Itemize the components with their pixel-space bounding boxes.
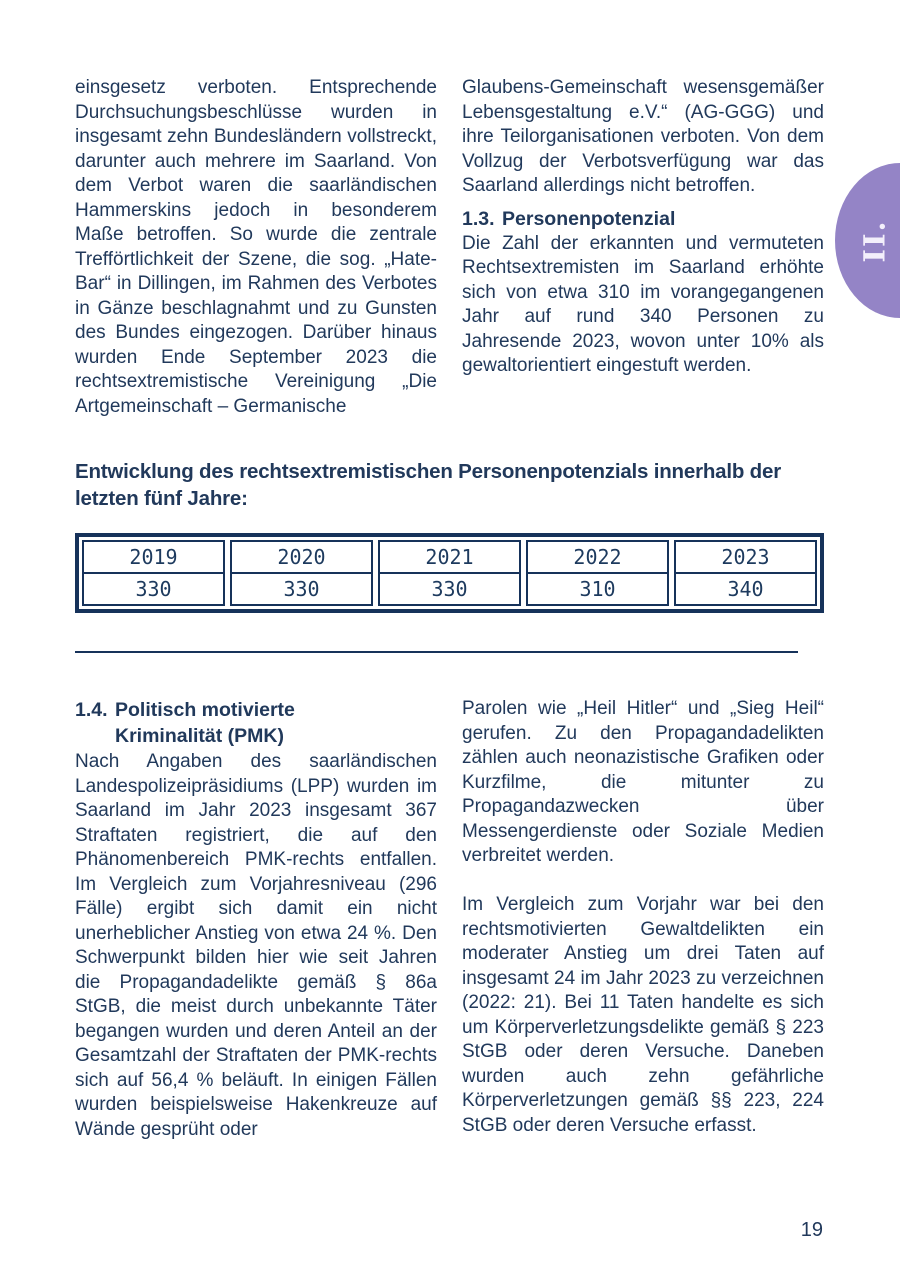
heading-number: 1.4. <box>75 699 108 721</box>
chapter-tab <box>835 163 900 318</box>
heading-title: Personenpotenzial <box>502 207 676 230</box>
pmk-right-column <box>462 697 824 1142</box>
year-header-cell: 2020 <box>232 542 371 574</box>
paragraph-personenpotenzial: Die Zahl der erkannten und vermuteten Rechtsextremisten im Saarland erhöhte sich von etwa 310 im vorangegangenen Jahr auf rund 340 Personen zu Jahresende 2023, wovon unter 10% als gewaltorientiert eingestuft werden. <box>462 232 824 376</box>
value-cell: 330 <box>283 577 320 601</box>
pmk-section <box>75 697 824 1142</box>
table-column-2019 <box>82 540 225 606</box>
table-column-2022 <box>526 540 669 606</box>
heading-title-line2: Kriminalität (PMK) <box>115 725 285 747</box>
heading-number: 1.3. <box>462 207 495 230</box>
pmk-left-column <box>75 697 437 1142</box>
paragraph-vereinsverbot: einsgesetz verboten. Entsprechende Durchsuchungsbeschlüsse wurden in insgesamt zehn Bundesländern vollstreckt, darunter auch mehrere im Saarland. Von dem Verbot waren die saarländischen Hammerskins jedoch in besonderem Maße betroffen. So wurde die zentrale Trefförtlichkeit der Szene, die sog. „Hate-Bar“ in Dillingen, im Rahmen des Verbotes in Gänze beschlagnahmt und zu Gunsten des Bundes eingezogen. Darüber hinaus wurden Ende September 2023 die rechtsextremistische Vereinigung „Die Artgemeinschaft – Germanische <box>75 77 437 417</box>
page-number: 19 <box>800 1219 823 1241</box>
heading-title <box>115 697 437 749</box>
paragraph-gewaltdelikte: Im Vergleich zum Vorjahr war bei den rechtsmotivierten Gewaltdelikten ein moderater Anstieg um drei Taten auf insgesamt 24 im Jahr 2023 zu verzeichnen (2022: 21). Bei 11 Taten handelte es sich um Körperverletzungsdelikte gemäß § 223 StGB oder deren Versuche. Daneben wurden auch zehn gefährliche Körperverletzungen gemäß §§ 223, 224 StGB oder deren Versuche erfasst. <box>462 894 824 1136</box>
value-cell: 310 <box>579 577 616 601</box>
heading-personenpotenzial <box>462 206 824 232</box>
page-content <box>75 76 824 1142</box>
year-header-cell: 2019 <box>84 542 223 574</box>
table-column-2020 <box>230 540 373 606</box>
year-header-cell: 2021 <box>380 542 519 574</box>
top-section <box>75 76 824 419</box>
personenpotenzial-table <box>75 533 824 613</box>
section-divider <box>75 651 798 653</box>
paragraph-pmk-straftaten: Nach Angaben des saarländischen Landespolizeipräsidiums (LPP) wurden im Saarland im Jahr 2023 insgesamt 367 Straftaten registriert, die auf den Phänomenbereich PMK-rechts entfallen. Im Vergleich zum Vorjahresniveau (296 Fälle) ergibt sich damit ein nicht unerheblicher Anstieg von etwa 24 %. Den Schwerpunkt bilden hier wie seit Jahren die Propagandadelikte gemäß § 86a StGB, die meist durch unbekannte Täter begangen wurden und deren Anteil an der Gesamtzahl der Straftaten der PMK-rechts sich auf 56,4 % beläuft. In einigen Fällen wurden beispielsweise Hakenkreuze auf Wände gesprüht oder <box>75 751 437 1140</box>
year-header-cell: 2022 <box>528 542 667 574</box>
year-header-cell: 2023 <box>676 542 815 574</box>
top-right-column <box>462 76 824 419</box>
heading-title-line1: Politisch motivierte <box>115 699 295 721</box>
value-cell: 330 <box>431 577 468 601</box>
value-cell: 340 <box>727 577 764 601</box>
paragraph-agggg-verbot: Glaubens-Gemeinschaft wesensgemäßer Lebensgestaltung e.V.“ (AG-GGG) und ihre Teilorganisationen verboten. Von dem Vollzug der Verbotsverfügung war das Saarland allerdings nicht betroffen. <box>462 77 824 196</box>
table-column-2021 <box>378 540 521 606</box>
paragraph-propagandadelikte: Parolen wie „Heil Hitler“ und „Sieg Heil“ gerufen. Zu den Propagandadelikten zählen auch neonazistische Grafiken oder Kurzfilme, die mitunter zu Propagandazwecken über Messengerdienste oder Soziale Medien verbreitet werden. <box>462 698 824 866</box>
chapter-tab-label: II. <box>857 218 892 263</box>
value-cell: 330 <box>135 577 172 601</box>
heading-pmk <box>75 697 437 749</box>
table-column-2023 <box>674 540 817 606</box>
table-heading: Entwicklung des rechtsextremistischen Personenpotenzials innerhalb der letzten fünf Jahre: <box>75 460 781 510</box>
top-left-column <box>75 76 437 419</box>
